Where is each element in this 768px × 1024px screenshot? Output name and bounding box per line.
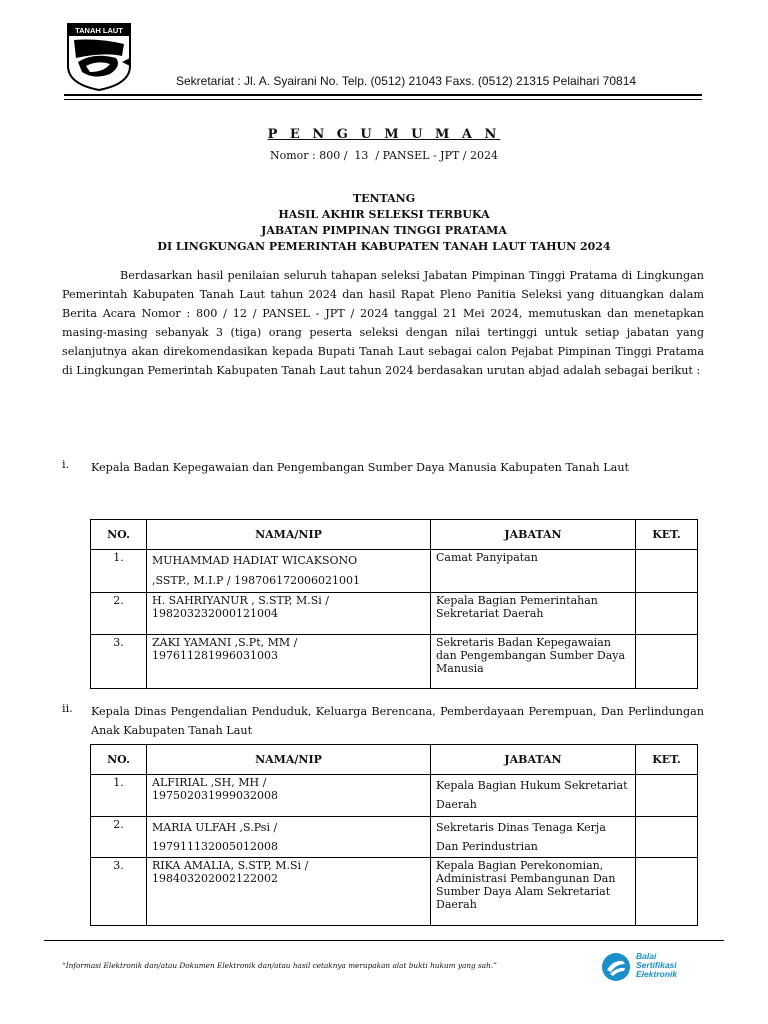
row-ket: [636, 817, 698, 858]
row-jabatan: Kepala Bagian Perekonomian, Administrasi Pembangunan Dan Sumber Daya Alam Sekretariat Daerah: [431, 858, 636, 926]
bsre-line-2: Sertifikasi: [636, 960, 677, 970]
row-jabatan: Sekretaris Dinas Tenaga Kerja Dan Perindustrian: [431, 817, 636, 858]
row-no: 2.: [91, 593, 147, 635]
candidate-nip: 197911132005012008: [152, 840, 278, 853]
candidate-nip: 198403202002122002: [152, 872, 278, 885]
row-nama: [147, 550, 431, 593]
bsre-logo-text: [636, 952, 677, 979]
bsre-line-3: Elektronik: [636, 969, 678, 979]
letterhead-rule-thin: [64, 99, 702, 100]
row-nama: [147, 593, 431, 635]
document-number: Nomor : 800 / 13 / PANSEL - JPT / 2024: [269, 149, 499, 162]
header-nama: NAMA/NIP: [147, 520, 431, 550]
header-no: NO.: [91, 745, 147, 775]
candidate-table-1: [90, 519, 698, 689]
row-no: 3.: [91, 635, 147, 689]
row-ket: [636, 775, 698, 817]
letterhead-rule-thick: [64, 94, 702, 96]
candidate-name: H. SAHRIYANUR , S.STP, M.Si /: [152, 594, 329, 607]
footer-legal-note: “Informasi Elektronik dan/atau Dokumen Elektronik dan/atau hasil cetaknya merupakan alat bukti hukum yang sah.”: [62, 961, 497, 970]
letterhead-address: Sekretariat : Jl. A. Syairani No. Telp. (0512) 21043 Faxs. (0512) 21315 Pelaihari 70814: [176, 74, 637, 88]
header-ket: KET.: [636, 745, 698, 775]
row-nama: [147, 775, 431, 817]
subject-line-1: TENTANG: [352, 192, 416, 205]
subject-line-2: HASIL AKHIR SELEKSI TERBUKA: [278, 208, 490, 221]
header-nama: NAMA/NIP: [147, 745, 431, 775]
header-no: NO.: [91, 520, 147, 550]
row-jabatan: Camat Panyipatan: [431, 550, 636, 593]
row-jabatan: Kepala Bagian Hukum Sekretariat Daerah: [431, 775, 636, 817]
section-marker: i.: [62, 458, 70, 471]
candidate-nip: ,SSTP., M.I.P / 198706172006021001: [152, 574, 361, 587]
row-ket: [636, 593, 698, 635]
row-no: 1.: [91, 550, 147, 593]
bsre-logo-icon: [601, 952, 631, 982]
tanah-laut-logo: [64, 22, 134, 92]
subject-line-3: JABATAN PIMPINAN TINGGI PRATAMA: [261, 224, 507, 237]
table-row: [91, 858, 698, 926]
section-title: Kepala Badan Kepegawaian dan Pengembangan Sumber Daya Manusia Kabupaten Tanah Laut: [91, 461, 630, 474]
candidate-name: ALFIRIAL ,SH, MH /: [152, 776, 267, 789]
row-no: 3.: [91, 858, 147, 926]
header-jabatan: JABATAN: [431, 745, 636, 775]
candidate-nip: 197502031999032008: [152, 789, 278, 802]
logo-text: TANAH LAUT: [75, 26, 123, 35]
row-ket: [636, 635, 698, 689]
table-row: [91, 775, 698, 817]
candidate-table-2: [90, 744, 698, 926]
candidate-name: RIKA AMALIA, S.STP, M.Si /: [152, 859, 309, 872]
intro-paragraph: Berdasarkan hasil penilaian seluruh tahapan seleksi Jabatan Pimpinan Tinggi Pratama di Lingkungan Pemerintah Kabupaten Tanah Laut tahun 2024 dan hasil Rapat Pleno Panitia Seleksi yang dituangkan dalam Berita Acara Nomor : 800 / 12 / PANSEL - JPT / 2024 tanggal 21 Mei 2024, memutuskan dan menetapkan masing-masing sebanyak 3 (tiga) orang peserta seleksi dengan nilai tertinggi untuk setiap jabatan yang selanjutnya akan direkomendasikan kepada Bupati Tanah Laut sebagai calon Pejabat Pimpinan Tinggi Pratama di Lingkungan Pemerintah Kabupaten Tanah Laut tahun 2024 berdasakan urutan abjad adalah sebagai berikut :: [62, 269, 704, 377]
section-title: Kepala Dinas Pengendalian Penduduk, Keluarga Berencana, Pemberdayaan Perempuan, Dan Perlindungan Anak Kabupaten Tanah Laut: [91, 705, 704, 737]
candidate-name: MUHAMMAD HADIAT WICAKSONO: [152, 554, 358, 567]
footer-rule: [44, 940, 724, 941]
row-jabatan: Kepala Bagian Pemerintahan Sekretariat Daerah: [431, 593, 636, 635]
row-nama: [147, 817, 431, 858]
row-no: 2.: [91, 817, 147, 858]
row-ket: [636, 858, 698, 926]
candidate-name: MARIA ULFAH ,S.Psi /: [152, 821, 278, 834]
candidate-nip: 197611281996031003: [152, 649, 278, 662]
row-nama: [147, 635, 431, 689]
candidate-nip: 198203232000121004: [152, 607, 278, 620]
table-row: [91, 593, 698, 635]
header-jabatan: JABATAN: [431, 520, 636, 550]
row-jabatan: Sekretaris Badan Kepegawaian dan Pengembangan Sumber Daya Manusia: [431, 635, 636, 689]
candidate-name: ZAKI YAMANI ,S.Pt, MM /: [152, 636, 298, 649]
subject-line-4: DI LINGKUNGAN PEMERINTAH KABUPATEN TANAH LAUT TAHUN 2024: [157, 240, 611, 253]
section-marker: ii.: [62, 702, 73, 715]
table-row: [91, 817, 698, 858]
row-no: 1.: [91, 775, 147, 817]
table-row: [91, 635, 698, 689]
bsre-line-1: Balai: [636, 951, 657, 961]
document-title: P E N G U M U M A N: [267, 127, 501, 142]
row-nama: [147, 858, 431, 926]
header-ket: KET.: [636, 520, 698, 550]
table-row: [91, 550, 698, 593]
row-ket: [636, 550, 698, 593]
